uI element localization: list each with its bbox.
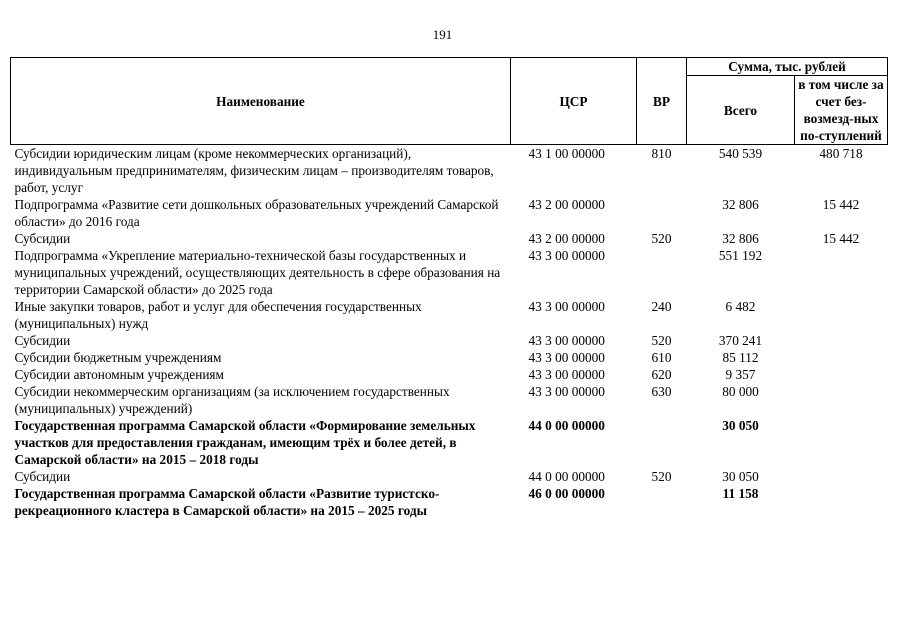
header-csr: ЦСР: [511, 58, 637, 145]
row-vr: 620: [651, 367, 672, 382]
table-row: [11, 298, 888, 332]
row-vr: 520: [651, 469, 672, 484]
row-total: 6 482: [725, 299, 756, 314]
row-name: Субсидии: [14, 231, 71, 246]
table-row: [11, 349, 888, 366]
row-total: 30 050: [722, 469, 759, 484]
row-csr: 43 2 00 00000: [528, 231, 605, 246]
row-total: 11 158: [722, 486, 759, 501]
row-csr: 43 2 00 00000: [528, 197, 605, 212]
row-csr: 43 3 00 00000: [528, 333, 605, 348]
row-csr: 43 3 00 00000: [528, 350, 605, 365]
row-csr: 43 1 00 00000: [528, 146, 605, 161]
row-csr: 44 0 00 00000: [528, 418, 605, 433]
row-including: [795, 366, 888, 383]
header-sum: Сумма, тыс. рублей: [687, 58, 888, 76]
row-total: 32 806: [722, 231, 759, 246]
row-total: 9 357: [725, 367, 756, 382]
header-vr: ВР: [637, 58, 687, 145]
row-name: Субсидии: [14, 333, 71, 348]
table-row: [11, 417, 888, 468]
row-total: 370 241: [718, 333, 763, 348]
row-including: [795, 332, 888, 349]
row-csr: 43 3 00 00000: [528, 384, 605, 399]
table-header: [11, 58, 888, 145]
row-name: Подпрограмма «Укрепление материально-технической базы государственных и муниципальных учреждений, осуществляющих деятельность в сфере образования на территории Самарской области» до 2025 года: [14, 248, 501, 297]
row-vr: 630: [651, 384, 672, 399]
table-row: [11, 145, 888, 197]
header-total: Всего: [687, 76, 795, 145]
row-name: Государственная программа Самарской области «Формирование земельных участков для предоставления гражданам, имеющим трёх и более детей, в Самарской области» на 2015 – 2018 годы: [14, 418, 476, 467]
table-row: [11, 196, 888, 230]
row-total: 30 050: [722, 418, 759, 433]
row-total: 85 112: [722, 350, 759, 365]
row-including: [795, 485, 888, 519]
row-total: 80 000: [722, 384, 759, 399]
row-including: 15 442: [822, 231, 860, 246]
row-including: 15 442: [822, 197, 860, 212]
row-including: [795, 417, 888, 468]
row-vr: 240: [651, 299, 672, 314]
table-row: [11, 468, 888, 485]
header-name: Наименование: [11, 58, 511, 145]
table-row: [11, 247, 888, 298]
row-csr: 46 0 00 00000: [528, 486, 605, 501]
row-vr: 520: [651, 231, 672, 246]
row-name: Иные закупки товаров, работ и услуг для обеспечения государственных (муниципальных) нужд: [14, 299, 422, 331]
row-name: Субсидии: [14, 469, 71, 484]
table-row: [11, 383, 888, 417]
row-including: [795, 349, 888, 366]
row-name: Субсидии некоммерческим организациям (за исключением государственных (муниципальных) учреждений): [14, 384, 450, 416]
row-vr: [637, 196, 687, 230]
page-number: 191: [432, 27, 453, 42]
row-vr: [637, 417, 687, 468]
row-vr: [637, 485, 687, 519]
row-name: Субсидии юридическим лицам (кроме некоммерческих организаций), индивидуальным предпринимателям, физическим лицам – производителям товаров, работ, услуг: [14, 146, 494, 195]
table-row: [11, 366, 888, 383]
row-vr: 520: [651, 333, 672, 348]
row-name: Государственная программа Самарской области «Развитие туристско-рекреационного кластера в Самарской области» на 2015 – 2025 годы: [14, 486, 440, 518]
row-vr: 610: [651, 350, 672, 365]
table-body: [11, 145, 888, 520]
row-including: [795, 383, 888, 417]
row-vr: [637, 247, 687, 298]
row-including: 480 718: [819, 146, 863, 161]
row-total: 32 806: [722, 197, 759, 212]
row-csr: 43 3 00 00000: [528, 299, 605, 314]
row-including: [795, 247, 888, 298]
header-including: в том числе за счет без-возмезд-ных по-ступлений: [795, 76, 888, 145]
row-csr: 44 0 00 00000: [528, 469, 605, 484]
row-csr: 43 3 00 00000: [528, 367, 605, 382]
row-total: 551 192: [718, 248, 763, 263]
row-name: Субсидии автономным учреждениям: [14, 367, 224, 382]
budget-table: [10, 57, 888, 519]
table-row: [11, 332, 888, 349]
row-csr: 43 3 00 00000: [528, 248, 605, 263]
row-total: 540 539: [718, 146, 763, 161]
table-row: [11, 485, 888, 519]
row-vr: 810: [651, 146, 672, 161]
row-name: Субсидии бюджетным учреждениям: [14, 350, 222, 365]
row-including: [795, 468, 888, 485]
row-including: [795, 298, 888, 332]
table-row: [11, 230, 888, 247]
row-name: Подпрограмма «Развитие сети дошкольных образовательных учреждений Самарской области» до 2016 года: [14, 197, 499, 229]
